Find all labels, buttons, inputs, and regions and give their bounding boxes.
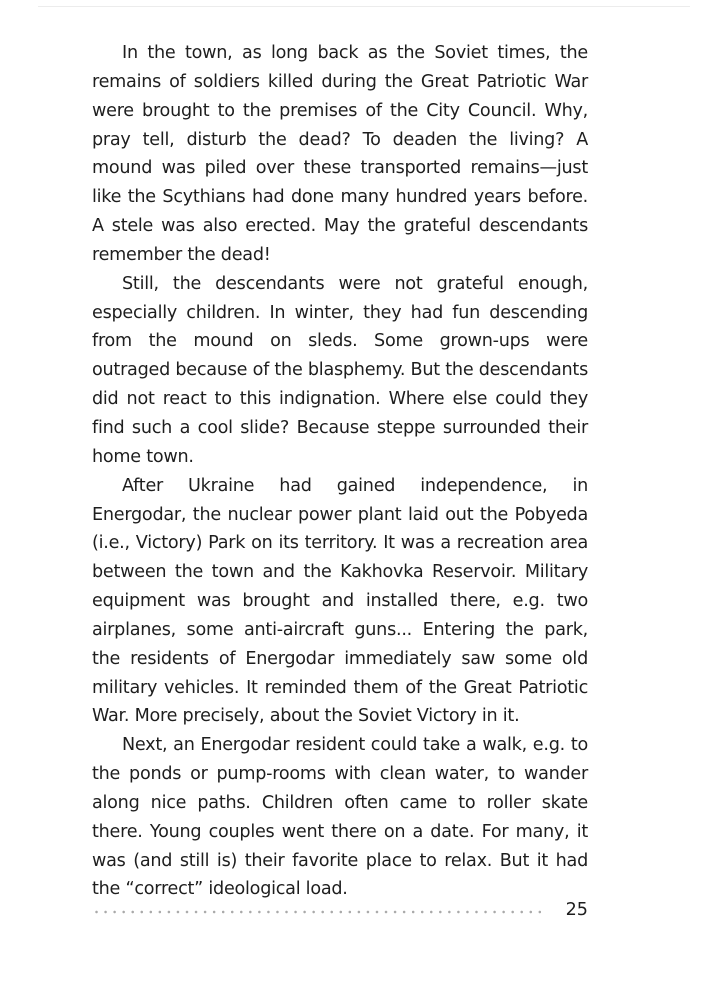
- paragraph-3: After Ukraine had gained independence, in Energodar, the nuclear power plant laid out the Pobyeda (i.e., Victory) Park on its territory. It was a recreation area between the town and the Kakhovka Reservoir. Military equipment was brought and installed there, e.g. two airplanes, some anti-aircraft guns... Entering the park, the residents of Energodar immediately saw some old military vehicles. It reminded them of the Great Patriotic War. More precisely, about the Soviet Victory in it.: [92, 475, 588, 727]
- body-text: [92, 39, 588, 904]
- footer-dotted-leader: [92, 910, 544, 914]
- paragraph-2: Still, the descendants were not grateful enough, especially children. In winter, they had fun descending from the mound on sleds. Some grown-ups were outraged because of the blasphemy. But the descendants did not react to this indignation. Where else could they find such a cool slide? Because steppe surrounded their home town.: [92, 273, 588, 467]
- page-number: 25: [565, 900, 588, 920]
- top-page-edge: [38, 0, 690, 7]
- paragraph-1: In the town, as long back as the Soviet times, the remains of soldiers killed during the Great Patriotic War were brought to the premises of the City Council. Why, pray tell, disturb the dead? To deaden the living? A mound was piled over these transported remains—just like the Scythians had done many hundred years before. A stele was also erected. May the grateful descendants remember the dead!: [92, 43, 588, 265]
- paragraph-4: Next, an Energodar resident could take a walk, e.g. to the ponds or pump-rooms with clean water, to wander along nice paths. Children often came to roller skate there. Young couples went there on a date. For many, it was (and still is) their favorite place to relax. But it had the “correct” ideological load.: [92, 735, 588, 900]
